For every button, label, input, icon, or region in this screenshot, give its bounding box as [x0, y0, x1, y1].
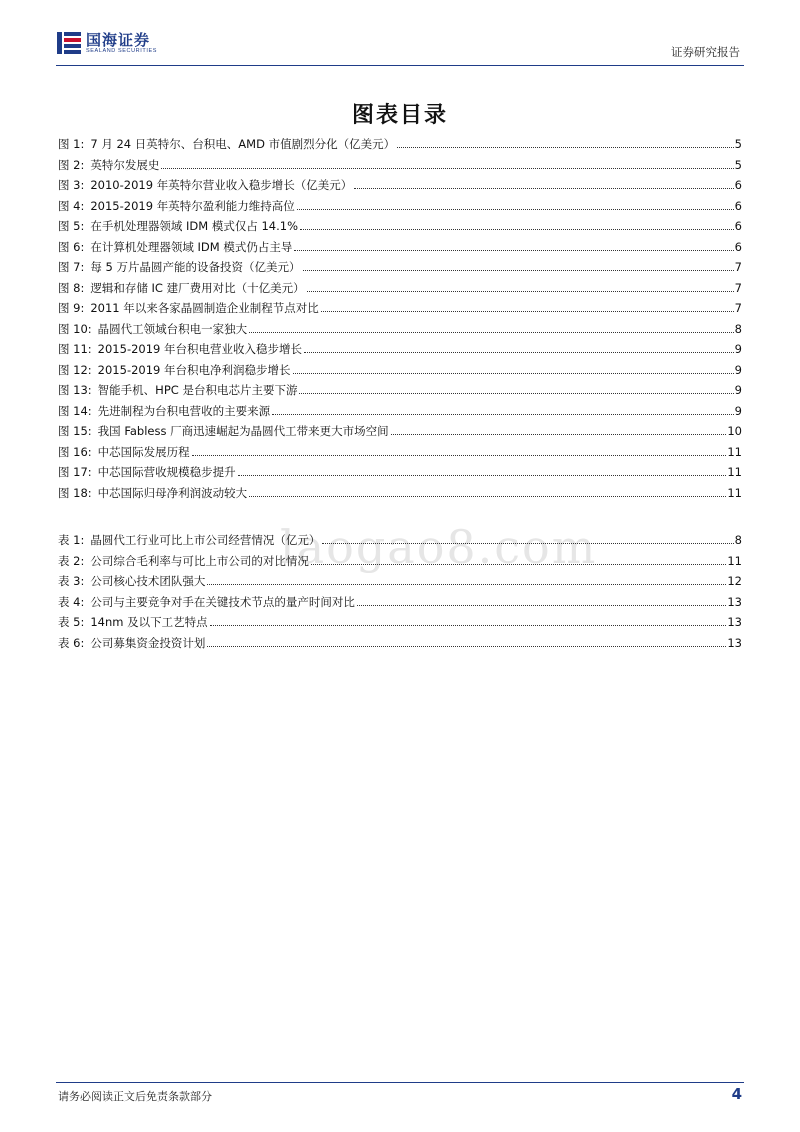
table-entry[interactable] — [58, 633, 742, 654]
figure-entry[interactable] — [58, 196, 742, 217]
figure-entry[interactable] — [58, 442, 742, 463]
toc-entry-label: 图 5: — [58, 219, 85, 233]
page-header — [56, 28, 740, 66]
dot-leader — [299, 392, 733, 394]
sealand-logo-icon — [56, 30, 82, 56]
toc-entry-label: 图 7: — [58, 260, 85, 274]
toc-entry-page: 9 — [734, 383, 742, 397]
dot-leader — [354, 187, 733, 189]
figure-entry[interactable] — [58, 380, 742, 401]
figure-entry[interactable] — [58, 278, 742, 299]
dot-leader — [303, 269, 734, 271]
dot-leader — [249, 495, 726, 497]
dot-leader — [321, 310, 734, 312]
figure-entry[interactable] — [58, 155, 742, 176]
dot-leader — [207, 583, 726, 585]
figure-list — [58, 134, 742, 503]
dot-leader — [249, 331, 734, 333]
toc-entry-page: 11 — [727, 553, 742, 568]
toc-entry-label: 图 9: — [58, 301, 85, 315]
toc-entry-label: 表 4: — [58, 594, 85, 609]
figure-entry[interactable] — [58, 462, 742, 483]
toc-entry-title: 晶圆代工领域台积电一家独大 — [97, 321, 248, 336]
dot-leader — [238, 474, 727, 476]
dot-leader — [311, 563, 727, 565]
toc-entry-page: 6 — [734, 239, 742, 254]
toc-entry-title: 7 月 24 日英特尔、台积电、AMD 市值剧烈分化（亿美元） — [90, 137, 396, 151]
toc-entry-page: 6 — [734, 178, 742, 192]
figure-entry[interactable] — [58, 421, 742, 442]
toc-entry-title: 先进制程为台积电营收的主要来源 — [97, 403, 271, 418]
page-number: 4 — [731, 1085, 742, 1103]
toc-entry-title: 2010-2019 年英特尔营业收入稳步增长（亿美元） — [90, 178, 353, 192]
toc-entry-page: 9 — [734, 362, 742, 377]
header-divider — [56, 65, 744, 66]
toc-entry-label: 图 6: — [58, 239, 85, 254]
toc-entry-title: 在计算机处理器领域 IDM 模式仍占主导 — [90, 239, 293, 254]
dot-leader — [304, 351, 734, 353]
toc-entry-label: 图 16: — [58, 444, 92, 459]
toc-entry-title: 英特尔发展史 — [90, 157, 160, 172]
brand-name-en: SEALAND SECURITIES — [86, 48, 158, 54]
report-type: 证券研究报告 — [671, 45, 740, 59]
dot-leader — [192, 454, 727, 456]
toc-entry-title: 2015-2019 年英特尔盈利能力维持高位 — [90, 198, 295, 213]
toc-entry-page: 8 — [734, 533, 742, 547]
dot-leader — [297, 208, 734, 210]
toc-entry-label: 图 12: — [58, 362, 92, 377]
toc-entry-title: 公司综合毛利率与可比上市公司的对比情况 — [90, 553, 309, 568]
toc-entry-page: 11 — [727, 444, 742, 459]
figure-entry[interactable] — [58, 319, 742, 340]
toc-entry-label: 图 14: — [58, 403, 92, 418]
toc-entry-title: 智能手机、HPC 是台积电芯片主要下游 — [97, 383, 298, 397]
dot-leader — [391, 433, 727, 435]
toc-entry-page: 13 — [727, 615, 742, 629]
toc-entry-page: 11 — [727, 465, 742, 479]
toc-entry-page: 13 — [727, 635, 742, 650]
toc-entry-label: 表 2: — [58, 553, 85, 568]
table-list — [58, 530, 742, 653]
toc-entry-label: 图 17: — [58, 465, 92, 479]
toc-entry-label: 图 3: — [58, 178, 85, 192]
toc-entry-title: 我国 Fabless 厂商迅速崛起为晶圆代工带来更大市场空间 — [97, 424, 389, 438]
table-entry[interactable] — [58, 592, 742, 613]
figure-entry[interactable] — [58, 401, 742, 422]
dot-leader — [307, 290, 734, 292]
toc-entry-title: 晶圆代工行业可比上市公司经营情况（亿元） — [90, 533, 321, 547]
toc-entry-title: 公司与主要竞争对手在关键技术节点的量产时间对比 — [90, 594, 355, 609]
dot-leader — [397, 146, 734, 148]
toc-entry-title: 14nm 及以下工艺特点 — [90, 615, 208, 629]
figure-entry[interactable] — [58, 360, 742, 381]
toc-entry-label: 图 10: — [58, 321, 92, 336]
toc-entry-title: 逻辑和存储 IC 建厂费用对比（十亿美元） — [90, 280, 305, 295]
toc-entry-label: 图 8: — [58, 280, 85, 295]
toc-entry-page: 6 — [734, 198, 742, 213]
toc-entry-page: 7 — [734, 260, 742, 274]
footer-disclaimer: 请务必阅读正文后免责条款部分 — [58, 1090, 212, 1103]
toc-entry-label: 图 18: — [58, 485, 92, 500]
table-entry[interactable] — [58, 530, 742, 551]
footer-divider — [56, 1082, 744, 1083]
toc-entry-label: 表 6: — [58, 635, 85, 650]
toc-entry-page: 9 — [734, 403, 742, 418]
page-title: 图表目录 — [351, 103, 448, 128]
toc-entry-label: 图 15: — [58, 424, 92, 438]
figure-entry[interactable] — [58, 134, 742, 155]
figure-entry[interactable] — [58, 339, 742, 360]
toc-entry-title: 2011 年以来各家晶圆制造企业制程节点对比 — [90, 301, 319, 315]
dot-leader — [210, 624, 727, 626]
toc-entry-page: 10 — [727, 424, 742, 438]
figure-entry[interactable] — [58, 298, 742, 319]
figure-entry[interactable] — [58, 257, 742, 278]
toc-entry-page: 6 — [734, 219, 742, 233]
toc-entry-page: 11 — [727, 485, 742, 500]
toc-entry-label: 图 4: — [58, 198, 85, 213]
figure-entry[interactable] — [58, 175, 742, 196]
dot-leader — [300, 228, 734, 230]
figure-entry[interactable] — [58, 237, 742, 258]
toc-entry-label: 表 1: — [58, 533, 85, 547]
toc-entry-page: 7 — [734, 301, 742, 315]
dot-leader — [322, 542, 733, 544]
dot-leader — [207, 645, 726, 647]
dot-leader — [357, 604, 727, 606]
toc-entry-title: 中芯国际营收规模稳步提升 — [97, 465, 236, 479]
toc-entry-page: 12 — [727, 574, 742, 588]
toc-entry-title: 公司核心技术团队强大 — [90, 574, 206, 588]
toc-entry-label: 图 2: — [58, 157, 85, 172]
table-entry[interactable] — [58, 551, 742, 572]
toc-entry-page: 9 — [734, 342, 742, 356]
figure-entry[interactable] — [58, 216, 742, 237]
table-entry[interactable] — [58, 571, 742, 592]
toc-entry-label: 图 1: — [58, 137, 85, 151]
toc-entry-label: 图 11: — [58, 342, 92, 356]
toc-entry-title: 每 5 万片晶圆产能的设备投资（亿美元） — [90, 260, 301, 274]
dot-leader — [272, 413, 734, 415]
dot-leader — [161, 167, 733, 169]
toc-entry-title: 中芯国际归母净利润波动较大 — [97, 485, 248, 500]
toc-entry-title: 公司募集资金投资计划 — [90, 635, 206, 650]
toc-entry-page: 5 — [734, 137, 742, 151]
toc-entry-page: 8 — [734, 321, 742, 336]
toc-entry-title: 中芯国际发展历程 — [97, 444, 190, 459]
dot-leader — [293, 372, 734, 374]
table-entry[interactable] — [58, 612, 742, 633]
dot-leader — [294, 249, 733, 251]
figure-entry[interactable] — [58, 483, 742, 504]
toc-entry-label: 图 13: — [58, 383, 92, 397]
toc-entry-title: 2015-2019 年台积电净利润稳步增长 — [97, 362, 291, 377]
toc-entry-page: 13 — [727, 594, 742, 609]
toc-entry-page: 7 — [734, 280, 742, 295]
watermark: laogao8.com — [280, 520, 598, 574]
toc-entry-label: 表 3: — [58, 574, 85, 588]
toc-entry-title: 2015-2019 年台积电营业收入稳步增长 — [97, 342, 303, 356]
brand-name-cn: 国海证券 — [86, 31, 151, 49]
toc-entry-label: 表 5: — [58, 615, 85, 629]
toc-entry-title: 在手机处理器领域 IDM 模式仅占 14.1% — [90, 219, 299, 233]
toc-entry-page: 5 — [734, 157, 742, 172]
